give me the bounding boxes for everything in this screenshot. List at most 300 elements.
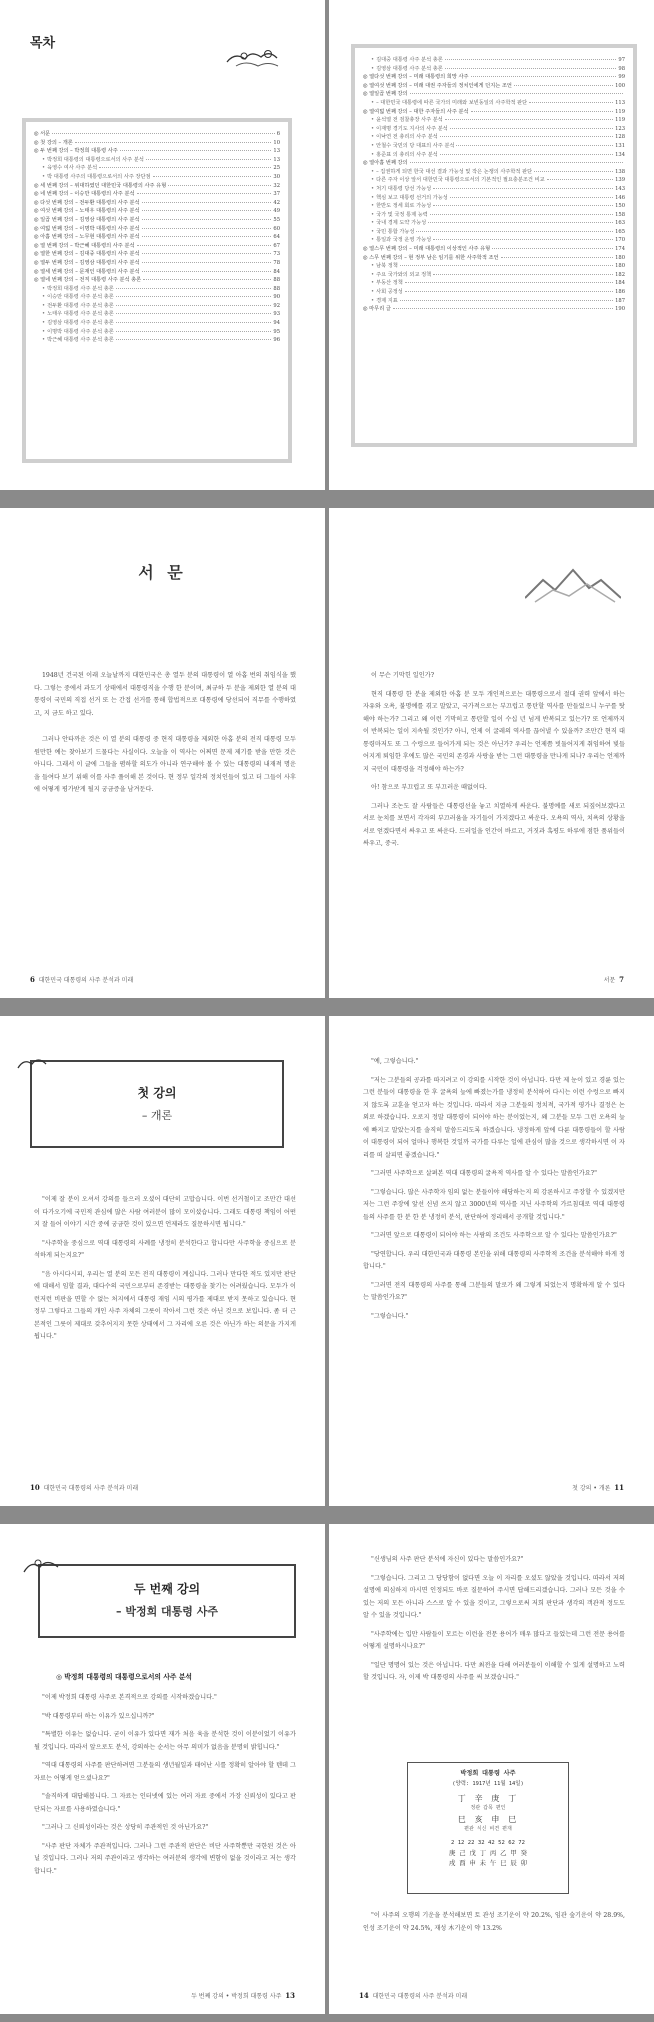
toc-entry-title: ◎ 다섯 번째 강의 – 전두환 대통령의 사주 분석 [34, 199, 140, 206]
bullet-icon: • [371, 117, 375, 124]
page-footer [604, 975, 624, 984]
toc-entry-page: 13 [273, 148, 280, 155]
toc-entry-title: 이낙연 전 총리의 사주 분석 [376, 134, 438, 141]
paragraph: "사주학에는 입만 사람들이 모르는 이런을 전문 용어가 매우 많다고 들었는데 그런 전문 용어를 어떻게 설명하시나요?" [363, 1630, 625, 1650]
toc-entry[interactable] [363, 228, 625, 237]
running-head: 대한민국 대통령의 사주 분석과 미래 [372, 1993, 468, 2000]
toc-entry-page: 93 [273, 311, 280, 318]
toc-entry-page: 78 [273, 259, 280, 266]
toc-entry-page: 100 [615, 82, 625, 89]
paragraph: "역대 대통령의 사주를 판단하려면 그분들의 생년월일과 태어난 시를 정확히 알아야 할 텐데 그 자료는 어떻게 얻으셨나요?" [34, 1762, 296, 1782]
toc-entry-page: 119 [615, 117, 625, 124]
section-heading: ◎ 박정희 대통령의 대통령으로서의 사주 분석 [56, 1673, 192, 1681]
toc-entry-page: 163 [615, 220, 625, 227]
toc-entry[interactable] [34, 225, 280, 234]
toc-leader-dots [116, 305, 272, 306]
toc-entry[interactable] [34, 173, 280, 182]
paragraph: "그렇습니다. 그리고 그 당당함이 없다면 오늘 이 자리를 오셨도 않았을 것입니다. 따라서 저의 설명에 의심하지 마시면 인정되도 바로 질문하여 주시면 답해드리겠습니다. 그러나 모든 것을 수 있는 저의 모든 아니라 스스로 알 수 있을 것이고, 그렇으로써 저희 판단과 생각의 객관적 정도도 알 수 있을 것입니다." [363, 1574, 625, 1619]
toc-entry[interactable] [363, 142, 625, 151]
toc-leader-dots [146, 159, 272, 160]
paragraph: "일단 명명어 있는 것은 아닙니다. 다만 최전을 다해 여러분들이 이해할 수 있게 설명하고 노력할 것입니다. 자, 이제 박 대통령의 사주를 써 보겠습니다." [363, 1661, 625, 1681]
bullet-icon: • [42, 285, 46, 292]
toc-entry-title: 박 대통령 사주의 대통령으로서의 사주 장단점 [47, 173, 151, 180]
lecture2-right-text-bottom [363, 1910, 625, 1941]
toc-leader-dots [405, 291, 613, 292]
paragraph: "이제 박정희 대통령 사주로 본격적으로 강의를 시작하겠습니다." [42, 1694, 217, 1701]
toc-entry[interactable] [363, 159, 625, 168]
cloud-ornament-icon [222, 44, 292, 70]
toc-leader-dots [428, 222, 613, 223]
toc-entry-page: 131 [615, 142, 625, 149]
toc-entry[interactable] [363, 279, 625, 288]
toc-entry-title: 노태우 대통령 사주 분석 총론 [47, 311, 114, 318]
cloud-corner-icon [22, 1554, 62, 1576]
toc-leader-dots [405, 282, 613, 283]
bullet-icon: • [371, 220, 375, 227]
saju-stem-labels: 정관 갑목 편인 [470, 1805, 506, 1811]
toc-entry[interactable] [363, 73, 625, 82]
toc-entry-title: 국가 및 국정 통제 능력 [376, 211, 428, 218]
toc-entry[interactable] [34, 164, 280, 173]
toc-entry-title: 안철수 국민의 당 대표의 사주 분석 [376, 142, 455, 149]
toc-entry[interactable] [363, 245, 625, 254]
paragraph: "이제 잘 분이 오셔서 강의를 들으러 오셨어 대단히 고맙습니다. 이번 선거철이고 조만간 대선이 다가오기에 국민적 관심에 많은 사람 여러분이 많이 모이셨습니다. 그래도 대통령 책임이 어떤지 잘 들어 이야기 시간 중에 궁금한 것이 있으면 언제라도 질문하시면 됩니다." [34, 1196, 296, 1228]
toc-entry-title: ◎ 열여섯 번째 강의 – 미래 대권 주자들의 정치인에게 던지는 조언 [363, 82, 512, 89]
toc-entry[interactable] [363, 194, 625, 203]
page-number: 11 [614, 1483, 624, 1492]
toc-leader-dots [116, 288, 272, 289]
toc-entry[interactable] [34, 285, 280, 294]
toc-entry[interactable] [34, 302, 280, 311]
toc-entry-title: 경제 지표 [376, 297, 398, 304]
lecture2-left-text [34, 1692, 296, 1884]
toc-entry[interactable] [34, 156, 280, 165]
toc-box-left [22, 118, 292, 463]
toc-entry[interactable] [34, 199, 280, 208]
toc-leader-dots [410, 93, 623, 94]
toc-entry[interactable] [363, 305, 625, 314]
toc-leader-dots [534, 171, 613, 172]
toc-box-right [351, 44, 637, 447]
toc-leader-dots [142, 210, 272, 211]
toc-entry[interactable] [34, 328, 280, 337]
toc-entry-page: 184 [615, 280, 625, 287]
toc-entry[interactable] [34, 147, 280, 156]
toc-entry[interactable] [34, 182, 280, 191]
toc-entry-page: 60 [273, 225, 280, 232]
saju-title: 박정희 대통령 사주 [460, 1770, 516, 1777]
bullet-icon: • [371, 237, 375, 244]
toc-leader-dots [142, 253, 272, 254]
toc-list-right [363, 56, 625, 314]
toc-leader-dots [456, 145, 613, 146]
toc-entry-title: ◎ 열네 번째 강의 – 전직 대통령 사주 분석 총론 [34, 277, 142, 284]
running-head: 서문 [603, 977, 616, 984]
running-head: 첫 강의 • 개론 [572, 1485, 611, 1492]
toc-entry-title: 이승만 대통령 사주 분석 총론 [47, 294, 114, 301]
toc-leader-dots [445, 59, 617, 60]
toc-entry-title: ◎ 여섯 번째 강의 – 노태우 대통령의 사주 분석 [34, 208, 140, 215]
toc-entry-title: 국내 경제 도약 가능성 [376, 220, 427, 227]
bullet-icon: • [371, 168, 375, 175]
toc-entry[interactable] [34, 276, 280, 285]
preface-right-page [329, 508, 654, 998]
bullet-icon: • [371, 134, 375, 141]
paragraph: "솔직하게 대답해봅니다. 그 자료는 인터넷에 있는 여러 자료 중에서 가장 신뢰성이 있다고 판단되는 자료를 사용하였습니다." [34, 1793, 296, 1813]
toc-entry-title: ◎ 네 번째 강의 – 이승만 대통령의 사주 분석 [34, 191, 135, 198]
chapter-title: 첫 강의 [137, 1086, 177, 1100]
toc-entry-page: 88 [273, 285, 280, 292]
bullet-icon: • [371, 185, 375, 192]
toc-entry-page: 143 [615, 185, 625, 192]
paragraph: "당연합니다. 우리 대한민국과 대통령 본인을 위해 대통령의 사주학적 조건을 분석해야 하게 정합니다." [363, 1250, 625, 1270]
paragraph: "저는 그분들의 공과를 따지려고 이 강의를 시작한 것이 아닙니다. 다만 제 눈이 있고 경륜 있는 그런 분들이 대통령을 한 후 굴욕의 늪에 빠졌는가를 냉정히 분석하여 다시는 이런 수렁으로 빠지지 않도록 교훈을 얻고자 하는 것입니다. 따라서 지금 그분들의 정치적, 국가적 평가나 결정은 논외로 하겠습니다. 오로지 정말 대통령이 되어야 하는 분이었는지, 왜 그분들 모두 그런 오욕의 늪에 빠지고 말았는지를 솔직히 말씀드리도록 하겠습니다. 냉정하게 앞에 다룬 대통령들이 할 사람이 대통령이 되어 얼마나 행복한 것일까 국가를 다루는 일에 관심이 많을 것으로 생각하시면 이 자리를 떠 살피면 좋겠습니다." [363, 1076, 625, 1159]
toc-entry[interactable] [34, 207, 280, 216]
toc-entry-title: ◎ 열다섯 번째 강의 – 미래 대통령의 희망 사주 [363, 74, 469, 81]
bullet-icon: • [42, 302, 46, 309]
toc-entry-page: 90 [273, 294, 280, 301]
toc-entry-title: ◎ 열아홉 번째 강의 [363, 160, 408, 167]
toc-entry-page: 187 [615, 297, 625, 304]
toc-entry[interactable] [363, 116, 625, 125]
page-footer [30, 975, 133, 984]
page-footer [30, 1483, 138, 1492]
running-head: 대한민국 대통령의 사주 분석과 미래 [43, 1485, 139, 1492]
lecture1-right-page [329, 1016, 654, 1506]
paragraph: "그러면 앞으로 대통령이 되어야 하는 사람의 조건도 사주학으로 알 수 있다는 말씀인가요?" [371, 1232, 617, 1239]
toc-entry-page: 42 [273, 199, 280, 206]
paragraph: "이 사주의 오행의 기운을 분석해보면 토 관성 조기운이 약 20.2%, 임관 숲기운이 약 28.9%, 인성 조기운이 약 24.5%, 재성 木기운이 약 13.2% [363, 1912, 625, 1932]
toc-entry-page: 95 [273, 328, 280, 335]
toc-leader-dots [471, 111, 614, 112]
page-number: 7 [619, 975, 624, 984]
bullet-icon: • [371, 228, 375, 235]
toc-entry-title: 다른 주자 이상 앞서 대한민국 대통령으로서의 기본적인 필요충분조건 비교 [376, 177, 545, 184]
preface-left-text [34, 670, 296, 803]
toc-entry[interactable] [363, 176, 625, 185]
toc-heading: 목차 [30, 36, 56, 51]
toc-entry-title: 이명박 대통령 사주 분석 총론 [47, 328, 114, 335]
toc-entry[interactable] [363, 297, 625, 306]
toc-entry-page: 180 [615, 263, 625, 270]
toc-leader-dots [120, 150, 272, 151]
toc-entry[interactable] [363, 65, 625, 74]
toc-entry-title: 박정희 대통령 사주 분석 총론 [47, 285, 114, 292]
toc-entry-title: – 대한민국 대통령에 따른 국가의 미래와 보빈동일의 사주학적 판단 [376, 99, 528, 106]
toc-entry[interactable] [363, 82, 625, 91]
toc-leader-dots [153, 176, 272, 177]
saju-luck-branches: 戌 酉 申 未 午 巳 辰 卯 [448, 1859, 528, 1867]
page-number: 10 [30, 1483, 40, 1492]
saju-luck-stems: 庚 己 戊 丁 丙 乙 甲 癸 [448, 1849, 528, 1857]
toc-entry-page: 138 [615, 168, 625, 175]
toc-entry[interactable] [34, 139, 280, 148]
toc-entry[interactable] [363, 288, 625, 297]
toc-entry-title: 남북 정책 [376, 263, 398, 270]
bullet-icon: • [42, 328, 46, 335]
toc-entry-title: 주요 국가와의 외교 정책 [376, 271, 432, 278]
toc-entry-page: 180 [615, 254, 625, 261]
bullet-icon: • [42, 320, 46, 327]
toc-leader-dots [116, 313, 272, 314]
toc-entry-title: 사회 공정성 [376, 289, 403, 296]
paragraph: "그러나 그 신뢰성이라는 것은 상당히 주관적인 것 아닌가요?" [42, 1824, 209, 1831]
page-footer [191, 1991, 295, 2000]
toc-entry[interactable] [363, 271, 625, 280]
toc-entry-title: ◎ 일곱 번째 강의 – 김영삼 대통령의 사주 분석 [34, 216, 140, 223]
toc-entry[interactable] [363, 108, 625, 117]
toc-leader-dots [410, 162, 623, 163]
bullet-icon: • [42, 311, 46, 318]
toc-entry-page: 174 [615, 246, 625, 253]
toc-entry[interactable] [34, 336, 280, 345]
toc-entry-page: 49 [273, 208, 280, 215]
toc-leader-dots [52, 133, 274, 134]
paragraph: 그러나 안타까운 것은 이 열 분의 대통령 중 현직 대통령을 제외한 아홉 분의 전직 대통령 모두 원만한 예는 찾아보기 드물다는 사실이다. 오늘을 이 역사는 어쩌면 문제 제기를 받을 만한 것은 아니다. 그래서 이 글에 그들을 폄하할 의도가 아니라 연구해야 볼 수 있는 대통령의 내재적 명운을 들여다 보기 위해 이를 사주 풀이해 본 것이다. 현 정부 일각의 정치인들이 있고 더 그들이 사후에 어떻게 평가받게 될지 궁금증을 남겨둔다. [34, 736, 296, 793]
toc-entry-page: 67 [273, 242, 280, 249]
toc-entry-title: 윤석열 전 검찰총장 사주 분석 [376, 117, 443, 124]
paragraph: "사주 판단 자체가 주관적입니다. 그러나 그런 주관적 판단은 비단 사주학뿐만 국한된 것은 아닐 것입니다. 그러나 저의 주관이라고 생각하는 여러분의 생각에 변함이 없을 것이라고 저는 생각합니다." [34, 1842, 296, 1875]
saju-heavenly-stems: 丁 辛 庚 丁 [457, 1794, 519, 1803]
toc-leader-dots [433, 188, 613, 189]
toc-entry-page: 182 [615, 271, 625, 278]
bullet-icon: • [42, 156, 46, 163]
toc-entry-page: 25 [273, 165, 280, 172]
toc-entry-title: 박정희 대통령의 대통령으로서의 사주 분석 [47, 156, 144, 163]
bullet-icon: • [371, 99, 375, 106]
toc-entry-page: 13 [273, 156, 280, 163]
paragraph: 현직 대통령 한 분을 제외한 아홉 분 모두 개인적으로는 대통령으로서 절대 권력 앞에서 하는 자유와 오욕, 불명예를 겪고 말았고, 국가적으로는 부끄럽고 통탄할 역사를 만들었으니 누구를 탓해야 하는가? 그리고 왜 이런 기막히고 통탄할 일이 수십 년 넘게 반복되고 있는가? 또 언제까지 이 반복되는 일이 지속될 것인가? 아니, 언제 이 굴레의 역사를 끊어낼 수 있을까? 조만간 현직 대통령마저도 또 그 수렁으로 들어가게 되는 것은 아닌가? 우리는 언제쯤 빗둘어지게 취임하여 빛들어지게 퇴임한 후에도 많은 국민의 존경과 사랑을 받는 그런 대통령을 만나게 되나? 우리는 언제까지 국민이 대통령을 걱정해야 하는가? [363, 690, 625, 773]
toc-entry-title: ◎ 열 번째 강의 – 박근혜 대통령의 사주 분석 [34, 242, 135, 249]
toc-leader-dots [433, 274, 613, 275]
toc-entry-title: 박근혜 대통령 사주 분석 총론 [47, 337, 114, 344]
paragraph: 아! 참으로 부끄럽고 또 부끄러운 때없이다. [371, 784, 487, 791]
toc-leader-dots [142, 219, 272, 220]
toc-leader-dots [400, 265, 613, 266]
toc-leader-dots [547, 179, 613, 180]
toc-entry-title: ◎ 마무리 글 [363, 306, 391, 313]
toc-entry-page: 139 [615, 177, 625, 184]
toc-entry[interactable] [363, 219, 625, 228]
paragraph: "그러면 전직 대통령의 사주를 통해 그분들의 말로가 왜 그렇게 되었는지 명확하게 알 수 있다는 말씀인가요?" [363, 1281, 625, 1301]
toc-entry-page: 98 [618, 65, 625, 72]
paragraph: "그러면 사주학으로 살펴본 역대 대통령의 굴욕적 역사를 알 수 있다는 말씀인가요?" [371, 1170, 597, 1177]
toc-leader-dots [137, 193, 272, 194]
mountain-ornament-icon [525, 566, 621, 606]
toc-entry[interactable] [363, 262, 625, 271]
toc-entry[interactable] [363, 133, 625, 142]
toc-entry-title: 김영삼 대통령 사주 분석 총론 [47, 320, 114, 327]
toc-entry-page: 113 [615, 99, 625, 106]
toc-leader-dots [116, 331, 272, 332]
toc-leader-dots [142, 236, 272, 237]
toc-leader-dots [142, 262, 272, 263]
chapter-title: 두 번째 강의 [133, 1582, 201, 1596]
toc-list-left [34, 130, 280, 345]
saju-birthdate: (양력: 1917년 11월 14일) [452, 1781, 524, 1787]
toc-entry[interactable] [34, 242, 280, 251]
toc-leader-dots [450, 128, 613, 129]
page-footer [359, 1991, 467, 2000]
toc-leader-dots [445, 68, 617, 69]
toc-entry[interactable] [363, 254, 625, 263]
paragraph: "예, 그렇습니다." [371, 1058, 419, 1065]
bullet-icon: • [371, 194, 375, 201]
toc-leader-dots [433, 205, 613, 206]
lecture2-right-text [363, 1554, 625, 1691]
toc-leader-dots [142, 202, 272, 203]
chapter-title-box [30, 1060, 284, 1148]
paragraph: "그렇습니다." [371, 1312, 409, 1320]
chapter-subtitle: – 박정희 대통령 사주 [116, 1605, 218, 1618]
preface-title: 서 문 [138, 563, 187, 582]
paragraph: "특별한 이유는 없습니다. 굳이 이유가 있다면 재가 처음 육을 분석한 것이 이분이었기 이유가 될 것입니다. 따라서 앞으로도 분석, 강의하는 순서는 아무 의미가 없음을 분명히 밝힙니다." [34, 1731, 296, 1751]
toc-leader-dots [99, 167, 271, 168]
toc-entry-title: 전두환 대통령 사주 분석 총론 [47, 302, 114, 309]
page-number: 6 [30, 975, 35, 984]
toc-entry-page: 150 [615, 203, 625, 210]
toc-entry[interactable] [34, 216, 280, 225]
toc-leader-dots [142, 228, 272, 229]
page-footer [572, 1483, 624, 1492]
lecture1-right-text [363, 1056, 625, 1329]
toc-entry[interactable] [34, 319, 280, 328]
preface-right-text [363, 670, 625, 857]
paragraph: 1948년 건국된 이래 오늘날까지 대한민국은 총 열두 분의 대통령이 열 아홉 번의 취임식을 했다. 그렇는 중에서 과도기 상태에서 대통령직을 수행 한 분이며, 최규하 두 분을 제외한 열 분의 대통령이 국민의 직접 선거 또 는 간접 선거를 통해 합법적으로 대통령에 당선되어 직무를 수행하였고, 지 금도 하고 있다. [34, 672, 296, 717]
page-number: 14 [359, 1991, 369, 2000]
toc-entry-page: 6 [276, 131, 280, 137]
toc-entry[interactable] [34, 190, 280, 199]
lecture1-left-page [0, 1016, 325, 1506]
bullet-icon: • [371, 142, 375, 149]
toc-entry-page: 32 [273, 182, 280, 189]
toc-entry-page: 64 [273, 234, 280, 241]
toc-leader-dots [430, 214, 613, 215]
toc-entry-page: 123 [615, 125, 625, 132]
toc-entry[interactable] [34, 233, 280, 242]
toc-left-page [0, 0, 325, 490]
toc-entry[interactable] [363, 151, 625, 160]
chapter-title-box [38, 1564, 296, 1638]
saju-earthly-branches: 巳 亥 申 巳 [457, 1815, 519, 1824]
toc-entry-page: 186 [615, 289, 625, 296]
toc-leader-dots [142, 271, 272, 272]
toc-entry-title: ◎ 열두 번째 강의 – 김영삼 대통령의 사주 분석 [34, 259, 140, 266]
lecture1-left-text [34, 1194, 296, 1350]
toc-entry-page: 37 [273, 191, 280, 198]
toc-entry-title: 처기 대통령 당선 가능성 [376, 185, 432, 192]
bullet-icon: • [371, 263, 375, 270]
toc-leader-dots [440, 136, 613, 137]
toc-entry-title: 육영수 여사 사주 분석 [47, 165, 98, 172]
toc-leader-dots [75, 142, 272, 143]
toc-entry-page: 84 [273, 268, 280, 275]
toc-entry[interactable] [363, 211, 625, 220]
bullet-icon: • [371, 125, 375, 132]
running-head: 대한민국 대통령의 사주 분석과 미래 [38, 977, 134, 984]
paragraph: "박 대통령부터 하는 이유가 있으십니까?" [42, 1712, 155, 1720]
toc-entry-page: 99 [618, 74, 625, 81]
toc-leader-dots [433, 239, 613, 240]
running-head: 두 번째 강의 • 박정희 대통령 사주 [191, 1993, 282, 2000]
toc-leader-dots [116, 339, 272, 340]
toc-leader-dots [492, 248, 613, 249]
toc-entry-title: 핵심 보고 대통령 선거의 가능성 [376, 194, 448, 201]
paragraph: 이 무슨 기막힌 일인가? [371, 672, 435, 679]
toc-entry-title: ◎ 열여덟 번째 강의 – 대한 주자들의 사주 분석 [363, 108, 469, 115]
toc-entry-page: 119 [615, 108, 625, 115]
toc-entry[interactable] [363, 202, 625, 211]
toc-entry[interactable] [34, 310, 280, 319]
toc-entry[interactable] [363, 90, 625, 99]
toc-entry-page: 92 [273, 302, 280, 309]
bullet-icon: • [371, 203, 375, 210]
toc-entry[interactable] [34, 250, 280, 259]
toc-entry-page: 146 [615, 194, 625, 201]
toc-leader-dots [501, 257, 614, 258]
toc-leader-dots [116, 296, 272, 297]
toc-entry-title: ◎ 두 번째 강의 – 박정희 대통령 사주 [34, 148, 118, 155]
toc-entry[interactable] [34, 130, 280, 139]
toc-leader-dots [514, 85, 613, 86]
toc-leader-dots [137, 245, 272, 246]
toc-entry-title: ◎ 여덟 번째 강의 – 이명박 대통령의 사주 분석 [34, 225, 140, 232]
bullet-icon: • [371, 297, 375, 304]
toc-entry-title: ◎ 열스무 번째 강의 – 미래 대통령의 이상적인 사주 유형 [363, 246, 491, 253]
paragraph: 그러나 조논도 잘 사람들은 대통령선을 놓고 치열하게 싸운다. 불명예를 새로 되짚어보겠다고 서로 눈치를 보면서 각자의 부끄러움을 자기들이 가지겠다고 싸운다. 오욕의 역사, 치욕의 상황을 서로 얻겠다면서 싸우고 또 싸운다. 드러일을 인간이 바르고, 거짓과 혹평도 하루에 점한 품위들이 싸우고, 중국. [363, 802, 625, 847]
toc-entry[interactable] [363, 99, 625, 108]
bullet-icon: • [371, 151, 375, 158]
toc-entry[interactable] [363, 56, 625, 65]
toc-leader-dots [416, 231, 613, 232]
toc-entry-title: ◎ 열한 번째 강의 – 김대중 대통령의 사주 분석 [34, 251, 140, 258]
paragraph: "음 아시다시피, 우리는 열 분의 모든 전직 대통령이 계십니다. 그러나 만다한 적도 있지만 판단에 대해서 임할 결과, 대다수의 국민으로부터 존경받는 대통령을 찾기는 어려웠습니다. 모두가 이런저런 비판을 면할 수 없는 처지에서 대통령 재임 시의 평가를 제대로 받지 못하고 있습니다. 현 정부 그렇다고 그들의 개인 사주 자체의 그릇이 작아서 그런 것은 아닌 것으로 보입니다. 좀 더 근본적인 그릇이 제대로 갖추어지지 못한 상태에서 그 자리에 오른 것은 아닌가 하는 의문을 가지게 됩니다." [34, 1270, 296, 1340]
toc-entry-title: 김대중 대통령 사주 분석 총론 [376, 57, 443, 63]
toc-leader-dots [116, 322, 272, 323]
toc-entry-title: ◎ 아홉 번째 강의 – 노무현 대통령의 사주 분석 [34, 234, 140, 241]
toc-entry-page: 165 [615, 228, 625, 235]
toc-entry-title: – 집권하게 되면 한국 대선 결과 가능성 및 작은 논쟁의 사주학적 판단 [376, 168, 533, 175]
toc-entry-title: 통일과 국정 운영 가능성 [376, 237, 432, 244]
toc-entry[interactable] [363, 125, 625, 134]
toc-entry[interactable] [363, 236, 625, 245]
toc-leader-dots [400, 300, 613, 301]
paragraph: "그렇습니다. 많은 사주학자 임의 없는 분들이야 해당하는지 의 강론하시고 주장할 수 있겠지만 저는 그런 주장에 앞선 신념 쓰지 않고 3000년의 역사를 지닌 사주학의 가르침대로 역대 대통령들의 사주를 한 분 한 분 냉정히 분석, 판단하여 정리해서 공개할 것입니다." [363, 1188, 625, 1221]
lecture2-left-page [0, 1524, 325, 2014]
cloud-corner-icon [16, 1052, 48, 1072]
toc-entry[interactable] [363, 168, 625, 177]
toc-entry-title: 이재명 경기도 지사의 사주 분석 [376, 125, 448, 132]
bullet-icon: • [371, 177, 375, 184]
toc-entry[interactable] [34, 268, 280, 277]
toc-entry-page: 88 [273, 277, 280, 284]
toc-leader-dots [393, 308, 613, 309]
toc-entry[interactable] [34, 259, 280, 268]
toc-entry[interactable] [363, 185, 625, 194]
toc-leader-dots [143, 279, 271, 280]
bullet-icon: • [371, 289, 375, 296]
toc-leader-dots [450, 197, 613, 198]
toc-entry-title: 김영삼 대통령 사주 분석 총론 [376, 65, 443, 72]
toc-entry[interactable] [34, 293, 280, 302]
bullet-icon: • [371, 280, 375, 287]
toc-entry-title: 국민 통합 가능성 [376, 228, 415, 235]
toc-entry-page: 158 [615, 211, 625, 218]
bullet-icon: • [42, 294, 46, 301]
saju-luck-ages: 2 12 22 32 42 52 62 72 [450, 1840, 526, 1846]
toc-leader-dots [529, 102, 613, 103]
toc-entry-page: 190 [615, 306, 625, 313]
